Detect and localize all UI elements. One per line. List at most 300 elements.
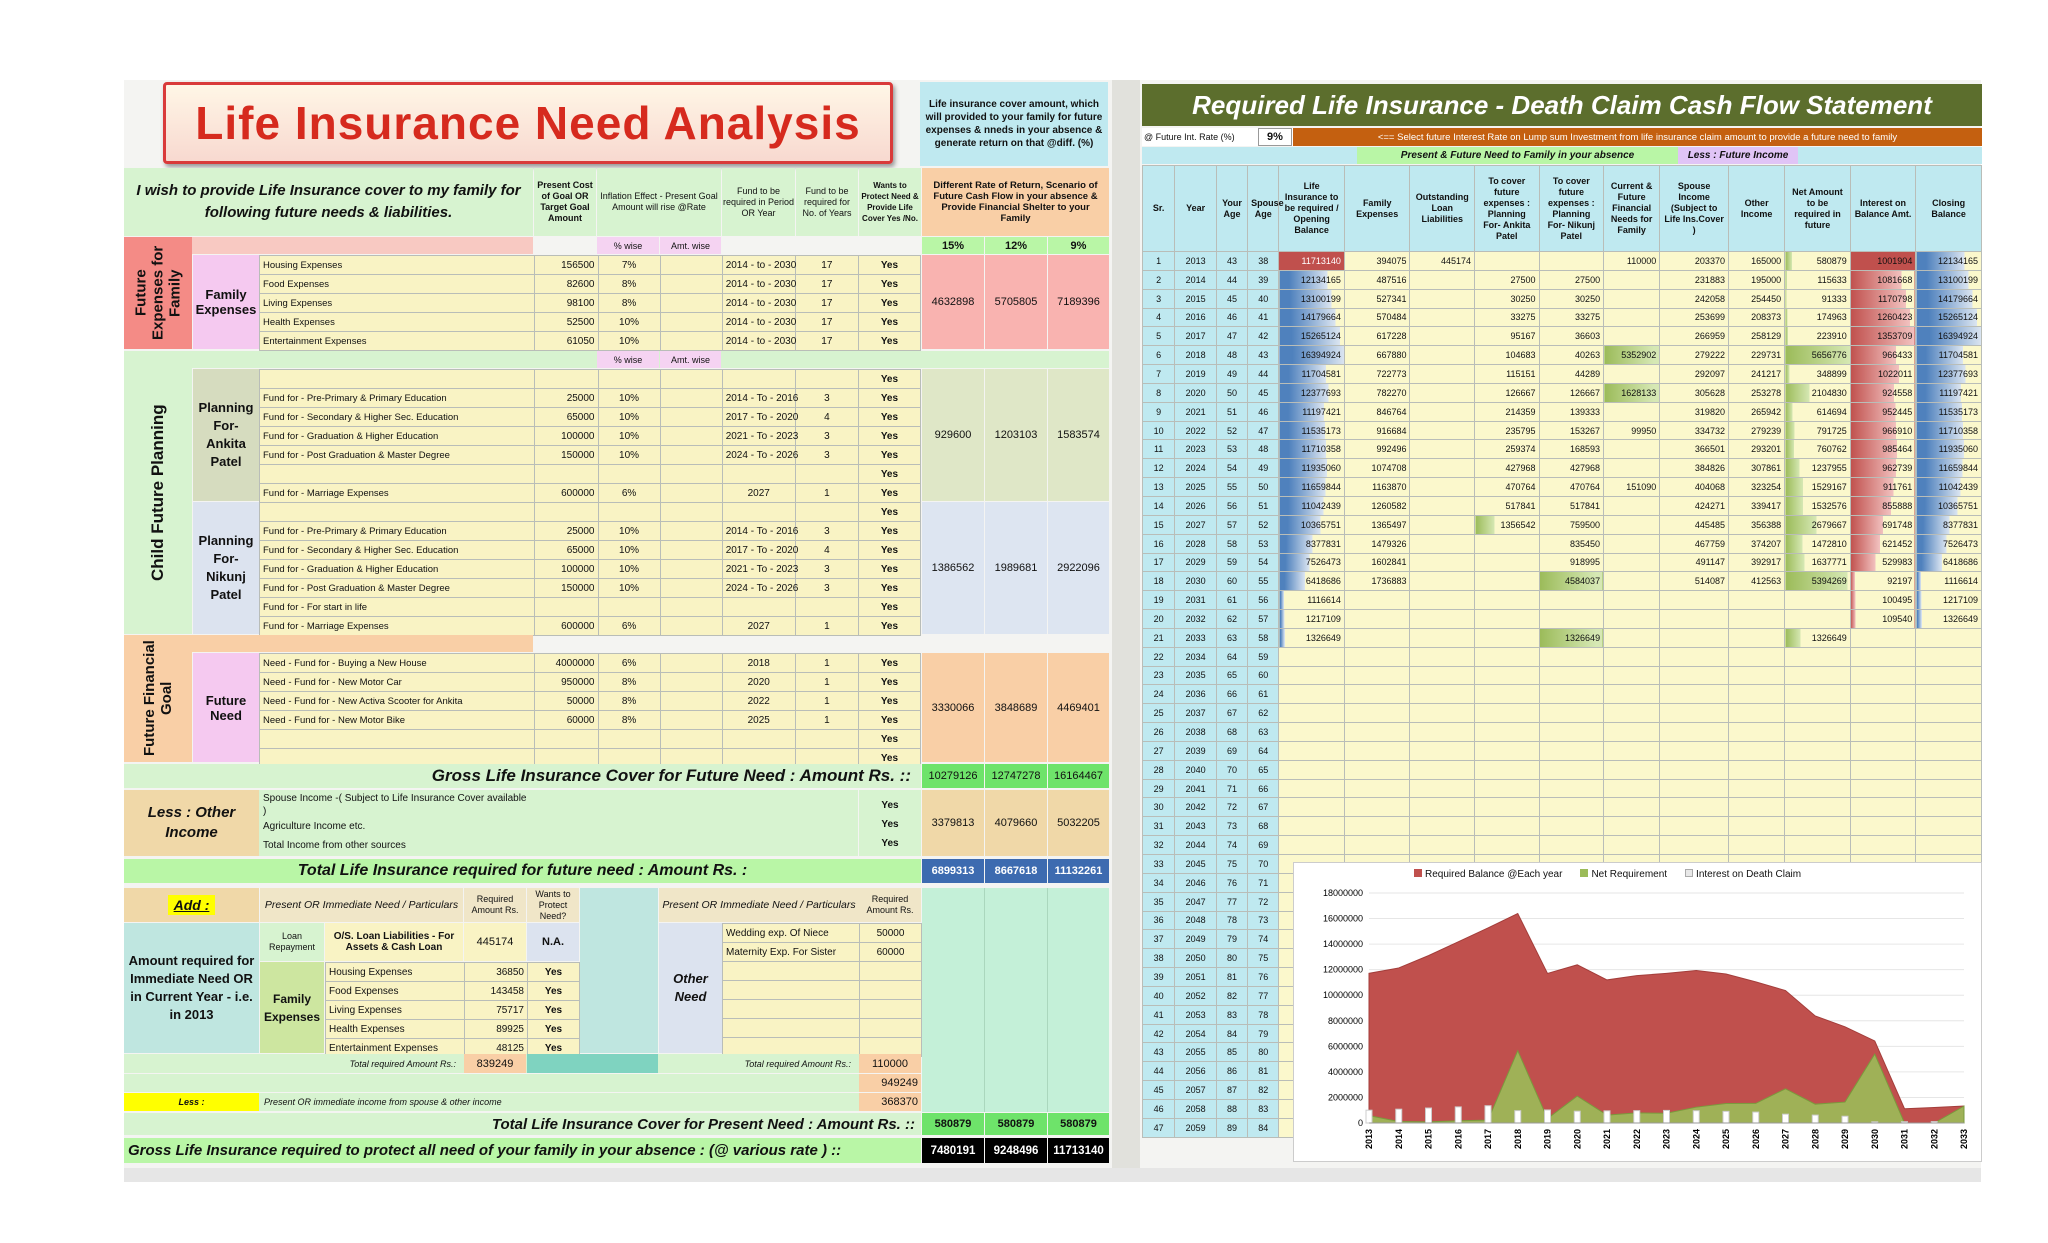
cashflow-cell: 1472810 (1785, 534, 1851, 553)
cashflow-cell: 100495 (1850, 591, 1916, 610)
imm-cell: Yes (528, 1039, 580, 1058)
ankita-cell: 25000 (535, 389, 598, 408)
cashflow-cell (1539, 798, 1604, 817)
cashflow-cell (1475, 610, 1540, 629)
cashflow-cell (1279, 741, 1345, 760)
cashflow-cell (1728, 704, 1784, 723)
nikunj-cell: Yes (858, 617, 920, 636)
x-tick-label: 2033 (1959, 1128, 1969, 1149)
cashflow-cell (1475, 534, 1540, 553)
cashflow-cell: 139333 (1539, 402, 1604, 421)
x-tick-label: 2021 (1602, 1128, 1612, 1149)
cashflow-cell: 1736883 (1344, 572, 1410, 591)
cashflow-cell: 38 (1248, 252, 1279, 271)
imm-cell: Yes (528, 963, 580, 982)
cashflow-cell (1604, 704, 1660, 723)
cashflow-cell (1539, 610, 1604, 629)
nikunj-cell: 6% (598, 617, 660, 636)
cashflow-cell: 67 (1216, 704, 1247, 723)
ankita-cell: 10% (598, 389, 660, 408)
cashflow-row (1143, 327, 1982, 346)
cashflow-cell: 2039 (1175, 741, 1217, 760)
other-cell (723, 1019, 860, 1038)
main-title: Life Insurance Need Analysis (195, 97, 861, 149)
cashflow-cell: 36603 (1539, 327, 1604, 346)
cashflow-cell: 9 (1143, 402, 1175, 421)
cashflow-cell: 1170798 (1850, 289, 1916, 308)
cashflow-cell: 266959 (1660, 327, 1729, 346)
section-child-planning: Child Future Planning (124, 351, 192, 634)
cashflow-cell: 46 (1216, 308, 1247, 327)
imm-cell: 89925 (465, 1020, 528, 1039)
cashflow-cell: 45 (1216, 289, 1247, 308)
ankita-cell: Yes (858, 465, 920, 484)
cashflow-cell: 985464 (1850, 440, 1916, 459)
cashflow-cell (1344, 685, 1410, 704)
cashflow-cell: 52 (1248, 515, 1279, 534)
cashflow-row (1143, 760, 1982, 779)
cashflow-cell: 305628 (1660, 383, 1729, 402)
hdr2-pct-wise: % wise (597, 351, 659, 368)
other-cell (860, 1019, 922, 1038)
ankita-cell (535, 465, 598, 484)
other-row (723, 1000, 922, 1019)
cashflow-cell: 39 (1143, 968, 1175, 987)
ankita-total-12: 1203103 (985, 369, 1047, 501)
cashflow-cell (1660, 666, 1729, 685)
nikunj-row (260, 560, 921, 579)
cashflow-cell (1410, 534, 1475, 553)
cashflow-cell: 1326649 (1539, 628, 1604, 647)
cashflow-cell: 40 (1248, 289, 1279, 308)
cashflow-cell (1410, 308, 1475, 327)
cashflow-header-cell: Interest on Balance Amt. (1850, 166, 1916, 252)
cashflow-cell: 2016 (1175, 308, 1217, 327)
cashflow-cell (1916, 836, 1982, 855)
cashflow-cell (1785, 760, 1851, 779)
cashflow-cell: 259374 (1475, 440, 1540, 459)
bar-interest (1753, 1112, 1759, 1123)
nikunj-table (259, 502, 921, 636)
cashflow-cell: 77 (1248, 986, 1279, 1005)
nikunj-amt-cell (660, 503, 722, 522)
cashflow-cell (1539, 591, 1604, 610)
family-cell: 8% (598, 275, 660, 294)
nikunj-cell: Yes (858, 560, 920, 579)
rate-value-select[interactable]: 9% (1258, 128, 1292, 146)
cashflow-cell: 23 (1143, 666, 1175, 685)
cashflow-cell: 49 (1216, 365, 1247, 384)
cashflow-header-cell: Sr. (1143, 166, 1175, 252)
cashflow-cell (1410, 365, 1475, 384)
hdr-fund-years: Fund to be required for No. of Years (796, 168, 858, 236)
cashflow-cell: 75 (1216, 855, 1247, 874)
cashflow-cell (1279, 798, 1345, 817)
nikunj-cell: Fund for - Graduation & Higher Education (260, 560, 535, 579)
nikunj-cell: 2017 - To - 2020 (722, 541, 795, 560)
goal-cell: Yes (858, 673, 920, 692)
loan-na: N.A. (527, 923, 579, 961)
cashflow-cell: 151090 (1604, 478, 1660, 497)
bar-interest (1664, 1110, 1670, 1123)
cashflow-cell: 1637771 (1785, 553, 1851, 572)
cashflow-cell (1475, 647, 1540, 666)
cashflow-cell: 76 (1248, 968, 1279, 987)
hdr-fund-period: Fund to be required in Period OR Year (722, 168, 795, 236)
ankita-total-15: 929600 (922, 369, 984, 501)
cashflow-cell: 231883 (1660, 270, 1729, 289)
goal-cell: 60000 (535, 711, 598, 730)
imm-cell: 143458 (465, 982, 528, 1001)
other-need-label: Other Need (659, 923, 722, 1053)
ankita-row (260, 446, 921, 465)
cashflow-cell: 467759 (1660, 534, 1729, 553)
label-future-need: Future Need (193, 653, 259, 762)
hdr-rate-9: 9% (1048, 237, 1109, 254)
cashflow-cell: 55 (1248, 572, 1279, 591)
family-amt-cell (660, 313, 722, 332)
cashflow-cell: 12377693 (1916, 365, 1982, 384)
cashflow-cell (1660, 817, 1729, 836)
cashflow-cell: 84 (1248, 1118, 1279, 1137)
cashflow-cell: 614694 (1785, 402, 1851, 421)
imm-cell: 75717 (465, 1001, 528, 1020)
ankita-cell: 2027 (722, 484, 795, 503)
row-strip-3 (192, 635, 533, 652)
cashflow-cell: 80 (1216, 949, 1247, 968)
cashflow-cell (1539, 723, 1604, 742)
cashflow-cell: 67 (1248, 798, 1279, 817)
cashflow-cell (1410, 760, 1475, 779)
cashflow-cell: 6418686 (1916, 553, 1982, 572)
cashflow-row (1143, 308, 1982, 327)
cashflow-cell (1539, 704, 1604, 723)
cashflow-cell: 36 (1143, 911, 1175, 930)
cashflow-cell (1604, 723, 1660, 742)
ankita-cell: 4 (795, 408, 858, 427)
cashflow-cell (1410, 779, 1475, 798)
cashflow-cell: 66 (1248, 779, 1279, 798)
goal-cell: Need - Fund for - Buying a New House (260, 654, 535, 673)
cashflow-cell: 88 (1216, 1099, 1247, 1118)
nikunj-cell: 10% (598, 541, 660, 560)
bar-interest (1783, 1114, 1789, 1123)
cashflow-cell (1279, 704, 1345, 723)
cashflow-cell: 62 (1248, 704, 1279, 723)
cashflow-cell: 79 (1248, 1024, 1279, 1043)
imm-cell: Entertainment Expenses (326, 1039, 465, 1058)
family-cell: Yes (858, 313, 920, 332)
cashflow-cell: 966433 (1850, 346, 1916, 365)
cashflow-cell: 13100199 (1916, 270, 1982, 289)
goal-cell (722, 730, 795, 749)
cashflow-header-cell: Outstanding Loan Liabilities (1410, 166, 1475, 252)
cashflow-cell (1410, 270, 1475, 289)
goal-amt-cell (660, 730, 722, 749)
cashflow-cell: 26 (1143, 723, 1175, 742)
family-cell: 17 (795, 275, 858, 294)
cashflow-cell: 44 (1216, 270, 1247, 289)
cashflow-cell: 2046 (1175, 873, 1217, 892)
cashflow-cell (1604, 440, 1660, 459)
cashflow-cell (1410, 836, 1475, 855)
cashflow-cell (1604, 402, 1660, 421)
cashflow-cell: 2043 (1175, 817, 1217, 836)
y-tick-label: 8000000 (1327, 1015, 1363, 1026)
cashflow-cell: 12134165 (1916, 252, 1982, 271)
cashflow-cell: 63 (1248, 723, 1279, 742)
x-tick-label: 2016 (1453, 1128, 1464, 1149)
cashflow-cell: 39 (1248, 270, 1279, 289)
ankita-cell: Yes (858, 370, 920, 389)
cashflow-cell (1539, 252, 1604, 271)
cashflow-cell (1916, 798, 1982, 817)
cashflow-cell (1344, 817, 1410, 836)
loan-amount: 445174 (464, 923, 526, 961)
cashflow-cell: 58 (1216, 534, 1247, 553)
cashflow-cell: 2027 (1175, 515, 1217, 534)
hdr-rate-12: 12% (985, 237, 1047, 254)
cashflow-cell: 2050 (1175, 949, 1217, 968)
cashflow-cell: 2029 (1175, 553, 1217, 572)
final-12: 9248496 (985, 1138, 1047, 1163)
nikunj-cell: Yes (858, 579, 920, 598)
ankita-cell: 10% (598, 408, 660, 427)
cashflow-cell: 1365497 (1344, 515, 1410, 534)
cashflow-cell: 153267 (1539, 421, 1604, 440)
cashflow-cell (1728, 741, 1784, 760)
nikunj-total-12: 1989681 (985, 502, 1047, 634)
ankita-row (260, 389, 921, 408)
cashflow-cell (1410, 459, 1475, 478)
ankita-cell (722, 370, 795, 389)
cashflow-cell: 1022011 (1850, 365, 1916, 384)
less-row-total: Total Income from other sources (263, 840, 406, 851)
cashflow-cell (1785, 741, 1851, 760)
cashflow-cell (1850, 836, 1916, 855)
cashflow-cell: 165000 (1728, 252, 1784, 271)
other-need-table (722, 923, 922, 1057)
cashflow-cell (1660, 723, 1729, 742)
cashflow-row (1143, 628, 1982, 647)
cashflow-cell: 11935060 (1916, 440, 1982, 459)
cashflow-cell: 1479326 (1344, 534, 1410, 553)
nikunj-amt-cell (660, 541, 722, 560)
bar-interest (1604, 1111, 1610, 1123)
ankita-cell: 1 (795, 484, 858, 503)
nikunj-cell (598, 598, 660, 617)
cashflow-cell: 53 (1248, 534, 1279, 553)
cashflow-cell: 14 (1143, 496, 1175, 515)
y-tick-label: 16000000 (1322, 913, 1363, 924)
cashflow-cell: 2054 (1175, 1024, 1217, 1043)
nikunj-amt-cell (660, 522, 722, 541)
cashflow-cell: 83 (1248, 1099, 1279, 1118)
hdr-amt-wise: Amt. wise (660, 237, 721, 254)
cashflow-cell: 68 (1248, 817, 1279, 836)
cashflow-cell: 11935060 (1279, 459, 1345, 478)
goal-total-9: 4469401 (1048, 653, 1109, 762)
other-row (723, 962, 922, 981)
cashflow-cell (1660, 836, 1729, 855)
cashflow-cell: 5352902 (1604, 346, 1660, 365)
cashflow-cell (1785, 610, 1851, 629)
cashflow-cell (1410, 346, 1475, 365)
cashflow-cell: 42 (1248, 327, 1279, 346)
total-req-label-left: Total required Amount Rs.: (349, 1058, 456, 1069)
nikunj-cell: 3 (795, 522, 858, 541)
cashflow-cell: 69 (1248, 836, 1279, 855)
cashflow-cell: 517841 (1539, 496, 1604, 515)
hdr-scenario: Different Rate of Return, Scenario of Future Cash Flow in your absence & Provide Financial Shelter to your Family (922, 168, 1109, 236)
bar-interest (1455, 1107, 1461, 1123)
cashflow-cell: 427968 (1539, 459, 1604, 478)
imm-row (326, 982, 580, 1001)
cashflow-cell: 14179664 (1279, 308, 1345, 327)
cashflow-cell: 77 (1216, 892, 1247, 911)
cashflow-header-cell: Family Expenses (1344, 166, 1410, 252)
cashflow-cell: 95167 (1475, 327, 1540, 346)
family-amt-cell (660, 275, 722, 294)
family-cell: 2014 - to - 2030 (722, 256, 795, 275)
cashflow-cell (1539, 817, 1604, 836)
family-cell: 17 (795, 294, 858, 313)
cashflow-cell (1785, 798, 1851, 817)
nikunj-cell: 2021 - To - 2023 (722, 560, 795, 579)
cashflow-cell: 527341 (1344, 289, 1410, 308)
cashflow-cell: 11659844 (1279, 478, 1345, 497)
cashflow-cell: 394075 (1344, 252, 1410, 271)
nikunj-cell: Yes (858, 522, 920, 541)
cashflow-row (1143, 478, 1982, 497)
nikunj-cell (535, 598, 598, 617)
cashflow-cell: 2049 (1175, 930, 1217, 949)
cashflow-cell: 65 (1216, 666, 1247, 685)
goal-cell: 1 (795, 711, 858, 730)
cashflow-cell: 13 (1143, 478, 1175, 497)
x-tick-label: 2030 (1869, 1128, 1880, 1149)
family-row (260, 256, 921, 275)
gross-label (124, 764, 921, 788)
cashflow-cell: 2058 (1175, 1099, 1217, 1118)
less-yes-3: Yes (881, 838, 899, 849)
goal-cell: Yes (858, 749, 920, 768)
nikunj-cell: 65000 (535, 541, 598, 560)
goal-cell (795, 730, 858, 749)
cashflow-cell: 92197 (1850, 572, 1916, 591)
cashflow-cell: 6 (1143, 346, 1175, 365)
cashflow-cell (1539, 741, 1604, 760)
other-cell (723, 981, 860, 1000)
cashflow-cell: 2025 (1175, 478, 1217, 497)
cashflow-cell: 78 (1248, 1005, 1279, 1024)
goal-cell: Need - Fund for - New Motor Car (260, 673, 535, 692)
x-tick-label: 2013 (1364, 1128, 1374, 1149)
cashflow-cell: 11535173 (1279, 421, 1345, 440)
cashflow-cell: 42 (1143, 1024, 1175, 1043)
imm-family-label: Family Expenses (260, 962, 324, 1053)
hdr-present-cost: Present Cost of Goal OR Target Goal Amount (534, 168, 596, 236)
cashflow-chart (1294, 863, 1981, 1161)
cashflow-cell: 12134165 (1279, 270, 1345, 289)
gross-9: 16164467 (1048, 764, 1109, 788)
cashflow-cell: 6418686 (1279, 572, 1345, 591)
nikunj-cell: Fund for - Pre-Primary & Primary Education (260, 522, 535, 541)
cashflow-cell: 916684 (1344, 421, 1410, 440)
goal-amt-cell (660, 711, 722, 730)
ankita-amt-cell (660, 370, 722, 389)
cashflow-cell: 10 (1143, 421, 1175, 440)
cashflow-cell: 2057 (1175, 1081, 1217, 1100)
cashflow-row (1143, 459, 1982, 478)
cashflow-cell: 10365751 (1916, 496, 1982, 515)
goal-cell: Yes (858, 692, 920, 711)
cashflow-cell: 2023 (1175, 440, 1217, 459)
nikunj-cell: 3 (795, 579, 858, 598)
goal-cell: 50000 (535, 692, 598, 711)
cashflow-cell: 11713140 (1279, 252, 1345, 271)
cashflow-row (1143, 836, 1982, 855)
goal-cell: Need - Fund for - New Motor Bike (260, 711, 535, 730)
cashflow-cell (1475, 685, 1540, 704)
nikunj-total-15: 1386562 (922, 502, 984, 634)
cashflow-cell (1728, 591, 1784, 610)
family-cell: Food Expenses (260, 275, 535, 294)
cashflow-cell: 2034 (1175, 647, 1217, 666)
cashflow-cell: 374207 (1728, 534, 1784, 553)
cashflow-row (1143, 270, 1982, 289)
present-total-text: Total Life Insurance Cover for Present Need : Amount Rs. :: (491, 1115, 915, 1133)
cashflow-cell: 1602841 (1344, 553, 1410, 572)
cashflow-cell: 19 (1143, 591, 1175, 610)
cashflow-cell: 2040 (1175, 760, 1217, 779)
cashflow-cell: 12 (1143, 459, 1175, 478)
goal-amt-cell (660, 692, 722, 711)
cashflow-cell: 242058 (1660, 289, 1729, 308)
sum-949: 949249 (859, 1074, 921, 1092)
cashflow-cell: 2013 (1175, 252, 1217, 271)
family-row (260, 313, 921, 332)
cashflow-cell (1785, 685, 1851, 704)
cashflow-cell: 2020 (1175, 383, 1217, 402)
cashflow-cell (1475, 779, 1540, 798)
total-req-teal (527, 1054, 658, 1073)
goal-cell (535, 730, 598, 749)
cashflow-cell: 339417 (1728, 496, 1784, 515)
cashflow-cell (1344, 704, 1410, 723)
cashflow-cell (1604, 496, 1660, 515)
hdr-inflation: Inflation Effect - Present Goal Amount will rise @Rate (597, 168, 721, 236)
rate-label: @ Future Int. Rate (%) (1144, 132, 1235, 142)
cashflow-cell: 1529167 (1785, 478, 1851, 497)
x-tick-label: 2022 (1631, 1128, 1642, 1149)
cashflow-cell: 580879 (1785, 252, 1851, 271)
cashflow-cell: 70 (1248, 855, 1279, 874)
cashflow-cell (1916, 647, 1982, 666)
cashflow-cell (1279, 779, 1345, 798)
cashflow-header-cell: Year (1175, 166, 1217, 252)
cashflow-row (1143, 798, 1982, 817)
nikunj-cell (598, 503, 660, 522)
cashflow-cell (1785, 817, 1851, 836)
cashflow-cell (1850, 817, 1916, 836)
ankita-cell (260, 465, 535, 484)
cashflow-cell: 8377831 (1279, 534, 1345, 553)
ankita-row (260, 370, 921, 389)
cashflow-cell: 2015 (1175, 289, 1217, 308)
cashflow-cell: 126667 (1475, 383, 1540, 402)
cashflow-cell: 44 (1143, 1062, 1175, 1081)
